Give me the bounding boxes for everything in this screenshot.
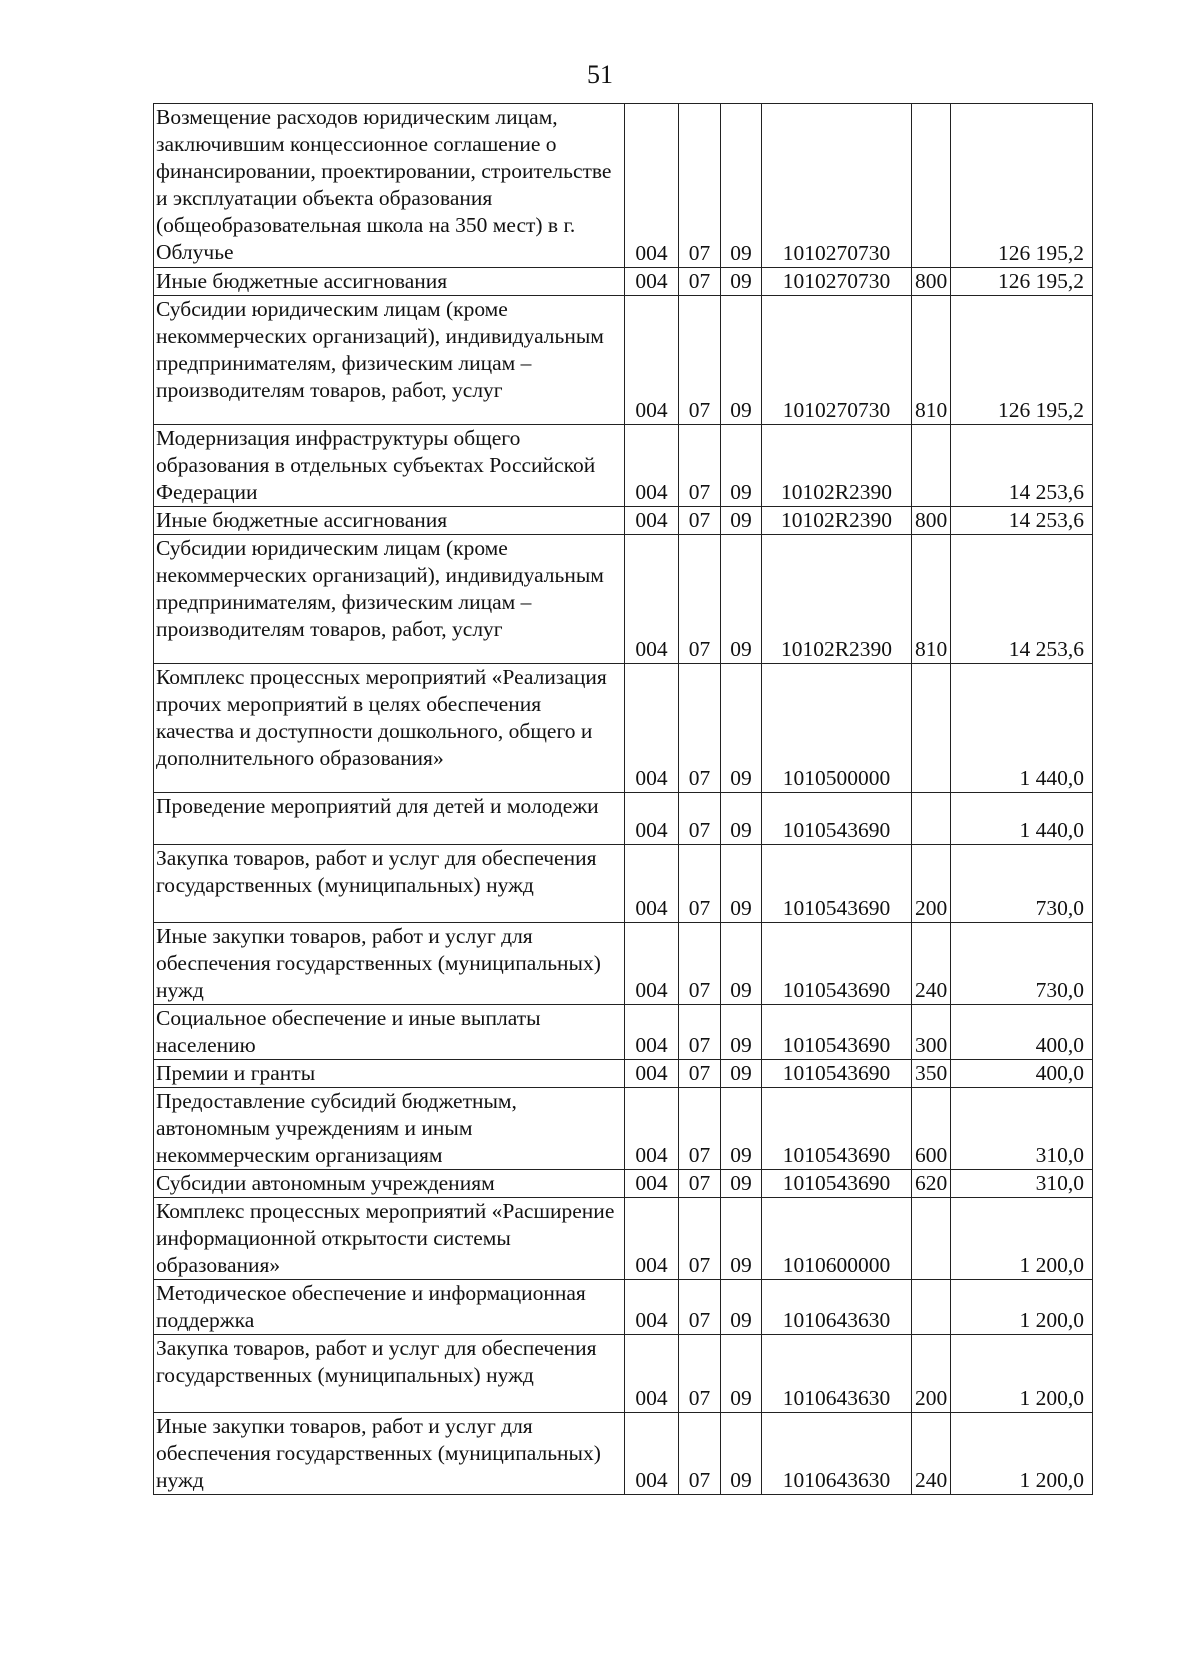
row-ministry-code: 004 <box>625 664 679 793</box>
row-section-code: 07 <box>679 845 721 923</box>
row-name: Закупка товаров, работ и услуг для обеспечения государственных (муниципальных) нужд <box>154 845 625 923</box>
row-subsection-code: 09 <box>721 507 762 535</box>
row-ministry-code: 004 <box>625 845 679 923</box>
page-number: 51 <box>587 60 613 89</box>
row-ministry-code: 004 <box>625 535 679 664</box>
table-row <box>154 923 1093 1005</box>
row-target-article: 1010500000 <box>762 664 912 793</box>
row-expense-type <box>912 104 951 268</box>
row-expense-type: 240 <box>912 1413 951 1495</box>
row-subsection-code: 09 <box>721 296 762 425</box>
row-section-code: 07 <box>679 425 721 507</box>
row-name: Иные закупки товаров, работ и услуг для обеспечения государственных (муниципальных) нужд <box>154 923 625 1005</box>
row-amount: 14 253,6 <box>951 425 1093 507</box>
budget-table <box>153 103 1093 1495</box>
row-expense-type <box>912 425 951 507</box>
table-row <box>154 1005 1093 1060</box>
row-ministry-code: 004 <box>625 1060 679 1088</box>
row-ministry-code: 004 <box>625 507 679 535</box>
row-section-code: 07 <box>679 793 721 845</box>
row-amount: 126 195,2 <box>951 268 1093 296</box>
row-name: Комплекс процессных мероприятий «Расширение информационной открытости системы образования» <box>154 1198 625 1280</box>
row-amount: 126 195,2 <box>951 104 1093 268</box>
row-name: Иные бюджетные ассигнования <box>154 268 625 296</box>
table-row <box>154 1198 1093 1280</box>
row-section-code: 07 <box>679 1060 721 1088</box>
row-ministry-code: 004 <box>625 793 679 845</box>
row-name: Иные закупки товаров, работ и услуг для обеспечения государственных (муниципальных) нужд <box>154 1413 625 1495</box>
table-row <box>154 1060 1093 1088</box>
table-body <box>154 104 1093 1495</box>
row-section-code: 07 <box>679 1280 721 1335</box>
row-target-article: 1010643630 <box>762 1335 912 1413</box>
table-row <box>154 793 1093 845</box>
row-subsection-code: 09 <box>721 923 762 1005</box>
row-subsection-code: 09 <box>721 1413 762 1495</box>
table-row <box>154 1280 1093 1335</box>
row-section-code: 07 <box>679 535 721 664</box>
row-subsection-code: 09 <box>721 104 762 268</box>
table-row <box>154 1335 1093 1413</box>
row-expense-type <box>912 1280 951 1335</box>
row-expense-type <box>912 664 951 793</box>
row-section-code: 07 <box>679 1005 721 1060</box>
table-row <box>154 425 1093 507</box>
row-expense-type: 620 <box>912 1170 951 1198</box>
row-target-article: 1010270730 <box>762 296 912 425</box>
row-target-article: 1010270730 <box>762 104 912 268</box>
row-expense-type: 600 <box>912 1088 951 1170</box>
row-expense-type: 810 <box>912 535 951 664</box>
table-row <box>154 104 1093 268</box>
row-subsection-code: 09 <box>721 1170 762 1198</box>
row-ministry-code: 004 <box>625 104 679 268</box>
row-ministry-code: 004 <box>625 1335 679 1413</box>
row-subsection-code: 09 <box>721 268 762 296</box>
row-subsection-code: 09 <box>721 845 762 923</box>
row-amount: 14 253,6 <box>951 535 1093 664</box>
row-target-article: 1010543690 <box>762 845 912 923</box>
row-subsection-code: 09 <box>721 1060 762 1088</box>
row-name: Закупка товаров, работ и услуг для обеспечения государственных (муниципальных) нужд <box>154 1335 625 1413</box>
row-name: Премии и гранты <box>154 1060 625 1088</box>
row-amount: 1 440,0 <box>951 793 1093 845</box>
row-ministry-code: 004 <box>625 1198 679 1280</box>
row-target-article: 1010543690 <box>762 1170 912 1198</box>
row-ministry-code: 004 <box>625 1280 679 1335</box>
table-row <box>154 535 1093 664</box>
row-amount: 1 440,0 <box>951 664 1093 793</box>
table-row <box>154 507 1093 535</box>
row-target-article: 10102R2390 <box>762 507 912 535</box>
row-section-code: 07 <box>679 1335 721 1413</box>
row-expense-type <box>912 1198 951 1280</box>
row-ministry-code: 004 <box>625 923 679 1005</box>
row-amount: 400,0 <box>951 1005 1093 1060</box>
row-amount: 310,0 <box>951 1088 1093 1170</box>
row-amount: 310,0 <box>951 1170 1093 1198</box>
row-amount: 14 253,6 <box>951 507 1093 535</box>
row-expense-type: 800 <box>912 507 951 535</box>
row-target-article: 1010543690 <box>762 923 912 1005</box>
table-row <box>154 1088 1093 1170</box>
row-ministry-code: 004 <box>625 296 679 425</box>
row-amount: 730,0 <box>951 845 1093 923</box>
row-expense-type <box>912 793 951 845</box>
row-section-code: 07 <box>679 104 721 268</box>
row-name: Проведение мероприятий для детей и молодежи <box>154 793 625 845</box>
row-target-article: 1010270730 <box>762 268 912 296</box>
row-ministry-code: 004 <box>625 425 679 507</box>
row-name: Комплекс процессных мероприятий «Реализация прочих мероприятий в целях обеспечения качества и доступности дошкольного, общего и дополнительного образования» <box>154 664 625 793</box>
row-amount: 126 195,2 <box>951 296 1093 425</box>
row-section-code: 07 <box>679 1413 721 1495</box>
row-ministry-code: 004 <box>625 268 679 296</box>
row-name: Субсидии автономным учреждениям <box>154 1170 625 1198</box>
row-ministry-code: 004 <box>625 1088 679 1170</box>
row-target-article: 1010643630 <box>762 1280 912 1335</box>
row-expense-type: 810 <box>912 296 951 425</box>
row-amount: 1 200,0 <box>951 1280 1093 1335</box>
table-row <box>154 268 1093 296</box>
row-subsection-code: 09 <box>721 1280 762 1335</box>
table-row <box>154 296 1093 425</box>
row-expense-type: 200 <box>912 845 951 923</box>
row-section-code: 07 <box>679 296 721 425</box>
row-ministry-code: 004 <box>625 1170 679 1198</box>
table-row <box>154 845 1093 923</box>
row-ministry-code: 004 <box>625 1005 679 1060</box>
row-section-code: 07 <box>679 268 721 296</box>
row-name: Субсидии юридическим лицам (кроме некоммерческих организаций), индивидуальным предпринимателям, физическим лицам – производителям товаров, работ, услуг <box>154 296 625 425</box>
row-target-article: 1010543690 <box>762 1060 912 1088</box>
row-target-article: 10102R2390 <box>762 425 912 507</box>
table-row <box>154 1170 1093 1198</box>
row-amount: 400,0 <box>951 1060 1093 1088</box>
row-amount: 1 200,0 <box>951 1335 1093 1413</box>
row-ministry-code: 004 <box>625 1413 679 1495</box>
row-name: Методическое обеспечение и информационная поддержка <box>154 1280 625 1335</box>
row-target-article: 1010543690 <box>762 1005 912 1060</box>
row-section-code: 07 <box>679 507 721 535</box>
row-target-article: 1010543690 <box>762 793 912 845</box>
row-section-code: 07 <box>679 664 721 793</box>
row-subsection-code: 09 <box>721 1005 762 1060</box>
row-section-code: 07 <box>679 1088 721 1170</box>
row-target-article: 1010543690 <box>762 1088 912 1170</box>
row-amount: 730,0 <box>951 923 1093 1005</box>
row-section-code: 07 <box>679 923 721 1005</box>
table-row <box>154 1413 1093 1495</box>
row-name: Модернизация инфраструктуры общего образования в отдельных субъектах Российской Федерации <box>154 425 625 507</box>
row-section-code: 07 <box>679 1170 721 1198</box>
row-subsection-code: 09 <box>721 535 762 664</box>
row-name: Иные бюджетные ассигнования <box>154 507 625 535</box>
row-amount: 1 200,0 <box>951 1413 1093 1495</box>
row-expense-type: 800 <box>912 268 951 296</box>
row-expense-type: 240 <box>912 923 951 1005</box>
row-subsection-code: 09 <box>721 1198 762 1280</box>
row-expense-type: 350 <box>912 1060 951 1088</box>
row-subsection-code: 09 <box>721 425 762 507</box>
row-subsection-code: 09 <box>721 1335 762 1413</box>
table-row <box>154 664 1093 793</box>
row-name: Социальное обеспечение и иные выплаты населению <box>154 1005 625 1060</box>
row-subsection-code: 09 <box>721 664 762 793</box>
row-name: Предоставление субсидий бюджетным, автономным учреждениям и иным некоммерческим организациям <box>154 1088 625 1170</box>
row-target-article: 1010600000 <box>762 1198 912 1280</box>
row-subsection-code: 09 <box>721 1088 762 1170</box>
row-expense-type: 200 <box>912 1335 951 1413</box>
row-name: Субсидии юридическим лицам (кроме некоммерческих организаций), индивидуальным предпринимателям, физическим лицам – производителям товаров, работ, услуг <box>154 535 625 664</box>
row-target-article: 10102R2390 <box>762 535 912 664</box>
row-target-article: 1010643630 <box>762 1413 912 1495</box>
row-section-code: 07 <box>679 1198 721 1280</box>
row-subsection-code: 09 <box>721 793 762 845</box>
row-expense-type: 300 <box>912 1005 951 1060</box>
row-name: Возмещение расходов юридическим лицам, заключившим концессионное соглашение о финансировании, проектировании, строительстве и эксплуатации объекта образования (общеобразовательная школа на 350 мест) в г. Облучье <box>154 104 625 268</box>
row-amount: 1 200,0 <box>951 1198 1093 1280</box>
